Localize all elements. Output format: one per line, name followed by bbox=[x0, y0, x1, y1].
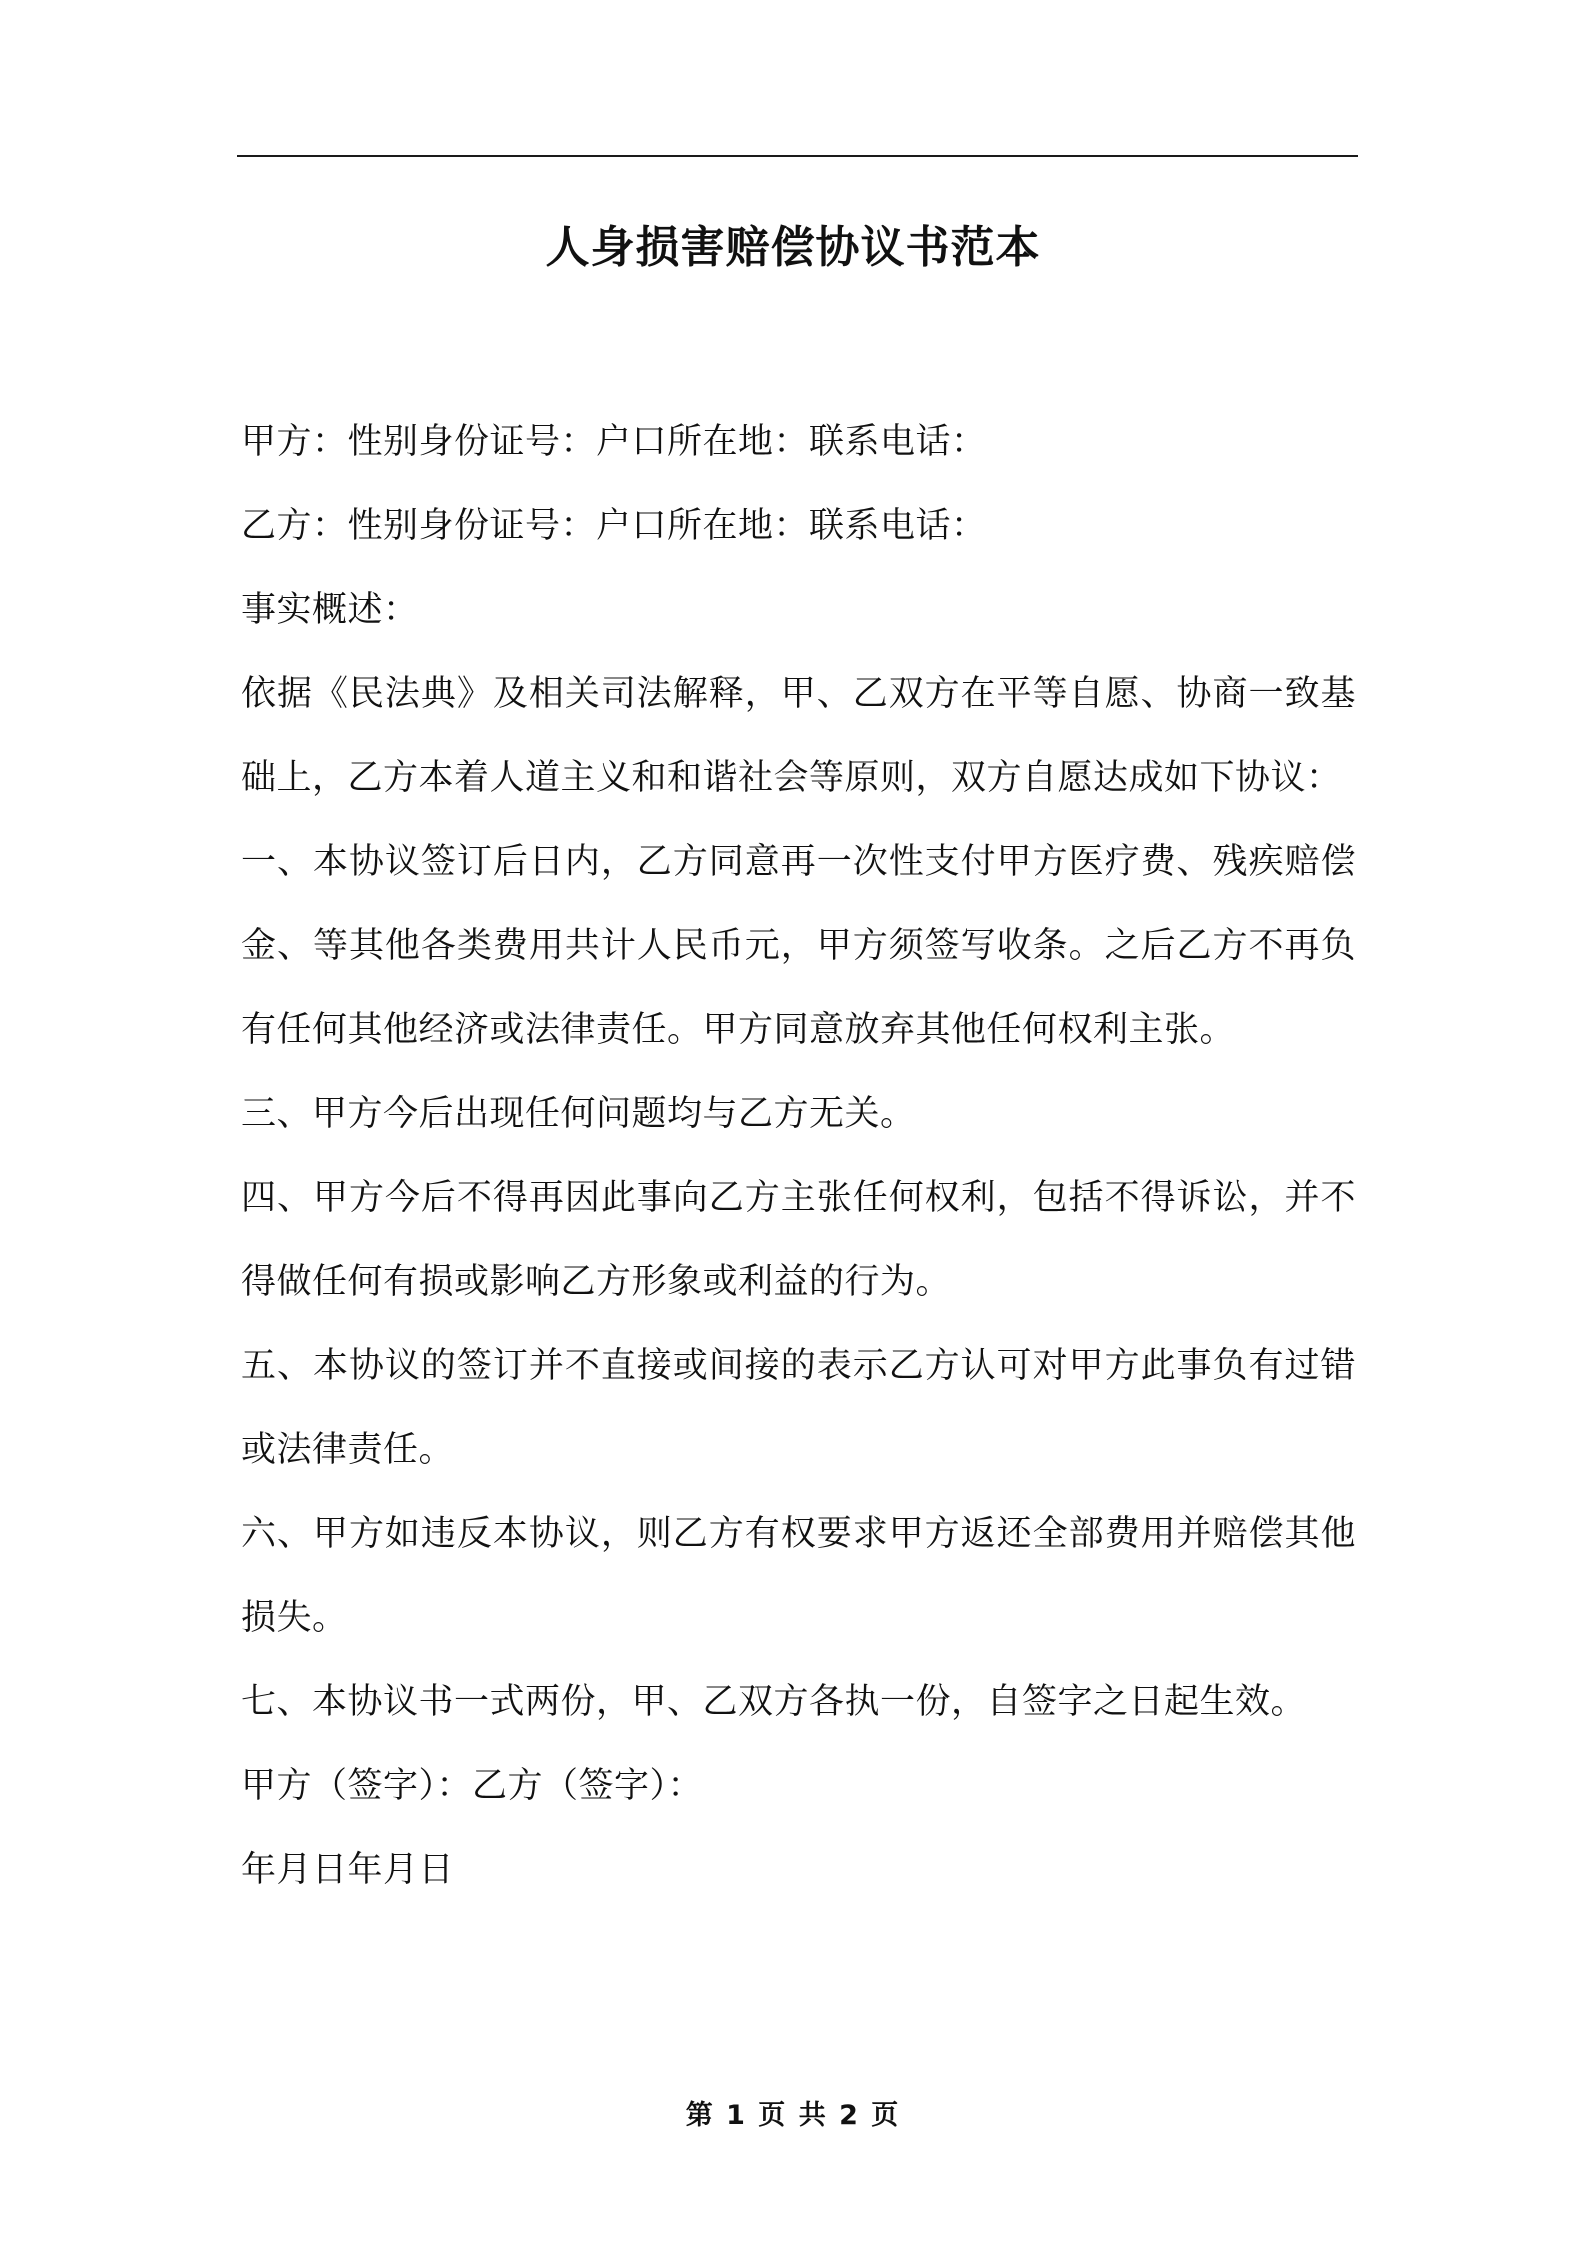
document-body bbox=[241, 400, 1356, 1912]
party-b-info: 乙方：性别身份证号：户口所在地：联系电话： bbox=[241, 506, 987, 546]
clause-5: 五、本协议的签订并不直接或间接的表示乙方认可对甲方此事负有过错或法律责任。 bbox=[241, 1346, 1356, 1470]
clause-4: 四、甲方今后不得再因此事向乙方主张任何权利，包括不得诉讼，并不得做任何有损或影响乙方形象或利益的行为。 bbox=[241, 1178, 1356, 1302]
clause-1: 一、本协议签订后日内，乙方同意再一次性支付甲方医疗费、残疾赔偿金、等其他各类费用共计人民币元，甲方须签写收条。之后乙方不再负有任何其他经济或法律责任。甲方同意放弃其他任何权利主张。 bbox=[241, 842, 1356, 1050]
facts-summary-heading: 事实概述： bbox=[241, 590, 419, 630]
party-a-info: 甲方：性别身份证号：户口所在地：联系电话： bbox=[241, 422, 987, 462]
clause-7: 七、本协议书一式两份，甲、乙双方各执一份，自签字之日起生效。 bbox=[241, 1682, 1307, 1722]
page-number-footer: 第 1 页 共 2 页 bbox=[685, 2100, 901, 2131]
legal-basis-paragraph: 依据《民法典》及相关司法解释，甲、乙双方在平等自愿、协商一致基础上，乙方本着人道主义和和谐社会等原则，双方自愿达成如下协议： bbox=[241, 674, 1356, 798]
header-rule bbox=[237, 155, 1358, 157]
clause-3: 三、甲方今后出现任何问题均与乙方无关。 bbox=[241, 1094, 916, 1134]
clause-6: 六、甲方如违反本协议，则乙方有权要求甲方返还全部费用并赔偿其他损失。 bbox=[241, 1514, 1356, 1638]
date-line: 年月日年月日 bbox=[241, 1850, 455, 1890]
signature-line: 甲方（签字）：乙方（签字）： bbox=[241, 1766, 704, 1806]
document-title: 人身损害赔偿协议书范本 bbox=[545, 222, 1041, 273]
